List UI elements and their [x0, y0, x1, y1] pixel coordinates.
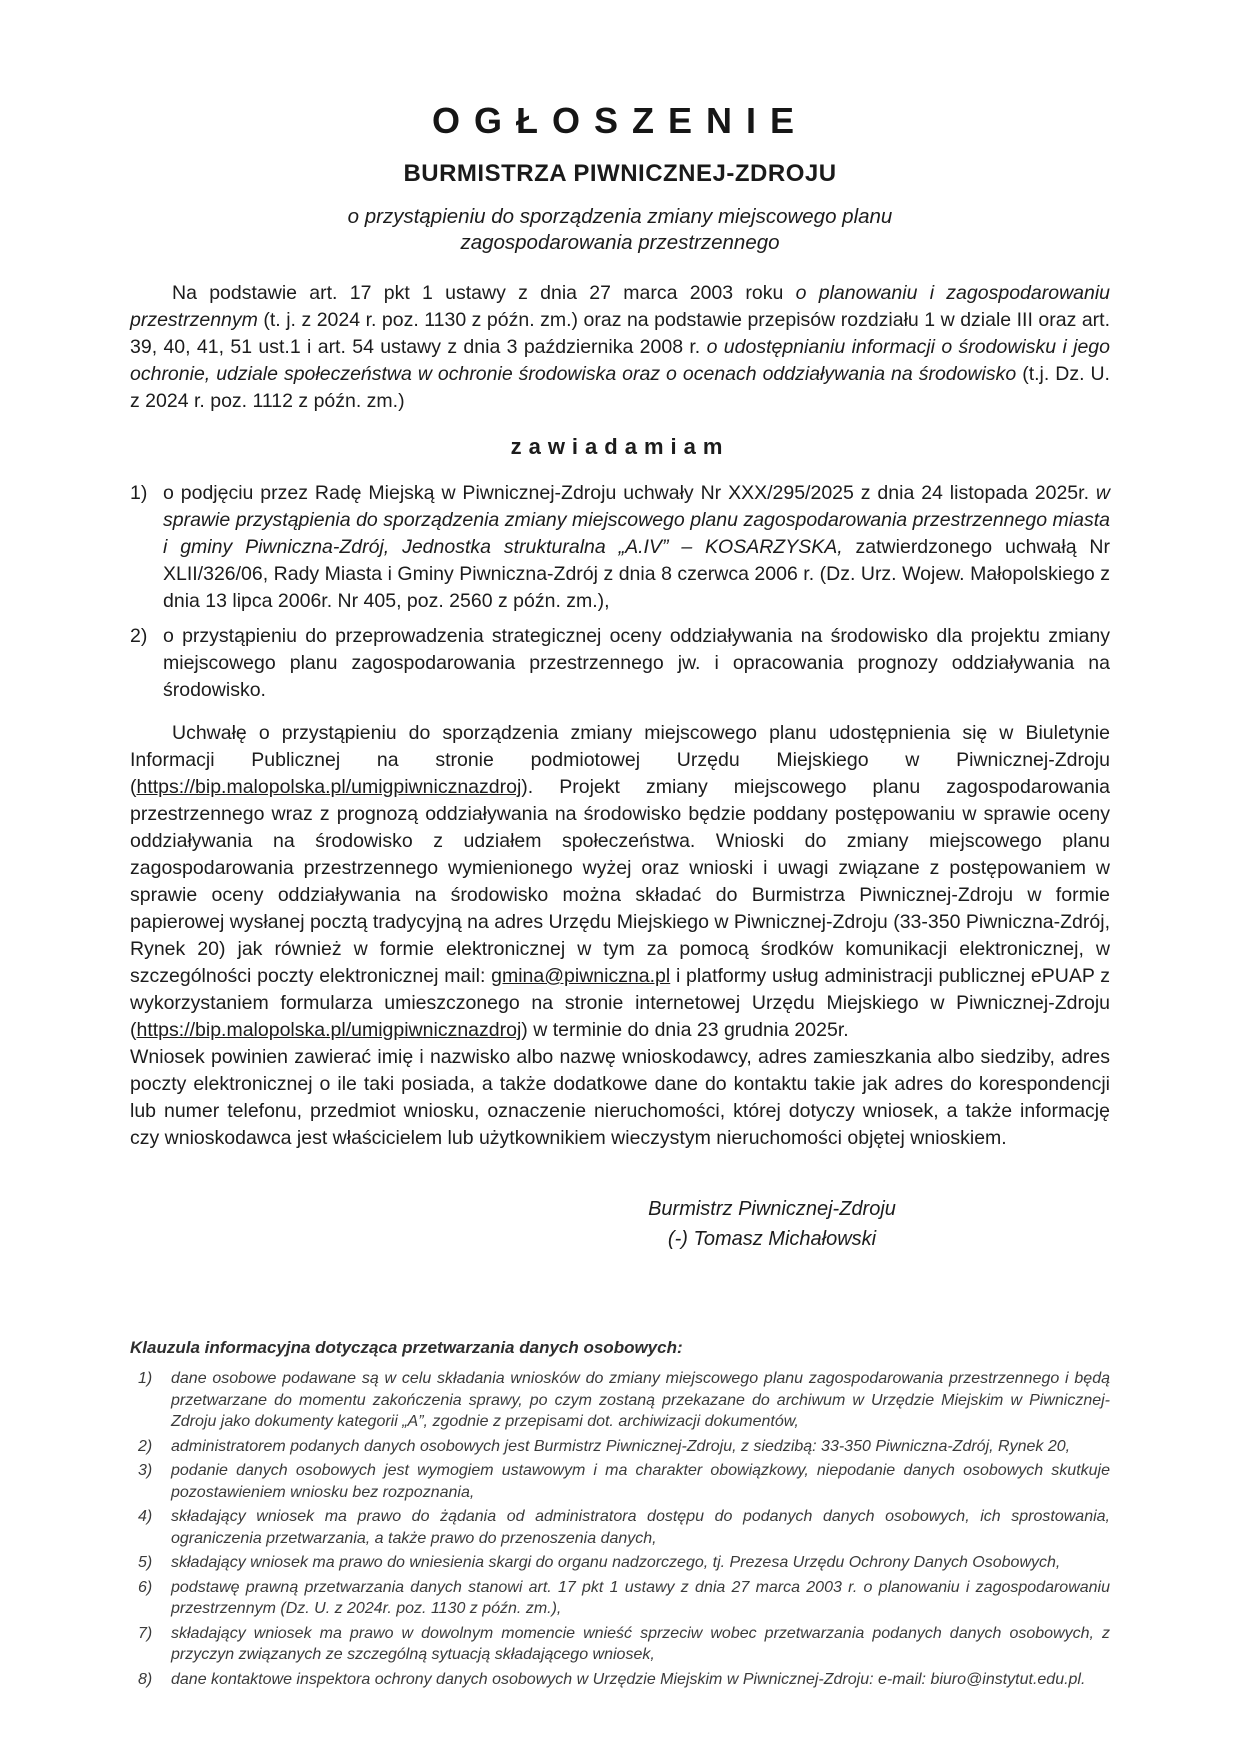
list-item-number: 7): [138, 1624, 153, 1642]
list-item-number: 1): [138, 1370, 153, 1387]
list-item-number: 2): [130, 625, 148, 647]
list-item-number: 5): [138, 1554, 153, 1571]
legal-basis-text: (t.j. Dz. U. z 2024 r. poz. 1112 z późn. zm.): [130, 363, 1110, 412]
list-item-text: składający wniosek ma prawo do żądania od administratora dostępu do podanych danych osobowych, ich sprostowania, ograniczenia przetwarzania, a także prawo do przenoszenia danych,: [171, 1508, 1110, 1547]
subject-line-2: zagospodarowania przestrzennego: [460, 231, 780, 254]
list-item: [130, 623, 1110, 704]
list-item-text: podanie danych osobowych jest wymogiem ustawowym i ma charakter obowiązkowy, niepodanie danych osobowych skutkuje pozostawieniem wniosku bez rozpoznania,: [171, 1462, 1110, 1501]
privacy-clause: [130, 1338, 1110, 1690]
list-item-number: 8): [138, 1670, 153, 1688]
privacy-list: [130, 1368, 1110, 1690]
privacy-heading: Klauzula informacyjna dotycząca przetwarzania danych osobowych:: [130, 1338, 683, 1357]
list-item: [130, 1436, 1110, 1458]
list-item-number: 6): [138, 1578, 153, 1596]
bip-link[interactable]: https://bip.malopolska.pl/umigpiwnicznazdroj: [136, 1019, 522, 1041]
list-item-text: zatwierdzonego uchwałą Nr XLII/326/06, Rady Miasta i Gminy Piwniczna-Zdrój z dnia 8 czerwca 2006 r. (Dz. Urz. Wojew. Małopolskiego z dnia 13 lipca 2006r. Nr 405, poz. 2560 z późn. zm.),: [163, 536, 1110, 612]
submission-text: i platformy usług administracji publicznej ePUAP z wykorzystaniem formularza umieszczonego na stronie internetowej Urzędu Miejskiego w Piwnicznej-Zdroju (: [130, 965, 1110, 1041]
notice-list: [130, 480, 1110, 704]
cited-resolution-title: w sprawie przystąpienia do sporządzenia zmiany miejscowego planu zagospodarowania przestrzennego miasta i gminy Piwniczna-Zdrój, Jednostka strukturalna „A.IV” – KOSARZYSKA,: [163, 482, 1110, 558]
list-item-text: o przystąpieniu do przeprowadzenia strategicznej oceny oddziaływania na środowisko dla projektu zmiany miejscowego planu zagospodarowania przestrzennego jw. i opracowania prognozy oddziaływania na środowisko.: [163, 625, 1110, 701]
document-subject: [130, 204, 1110, 256]
list-item-number: 2): [138, 1437, 153, 1455]
legal-basis-paragraph: [130, 280, 1110, 415]
list-item: [130, 1460, 1110, 1503]
signature-name: (-) Tomasz Michałowski: [667, 1228, 877, 1250]
list-item-number: 1): [130, 482, 148, 504]
announce-heading: zawiadamiam: [510, 434, 730, 459]
submission-text: ). Projekt zmiany miejscowego planu zagospodarowania przestrzennego wraz z prognozą oddziaływania na środowisko będzie poddany postępowaniu w sprawie oceny oddziaływania na środowisko z udziałem społeczeństwa. Wnioski do zmiany miejscowego planu zagospodarowania przestrzennego wymienionego wyżej oraz wnioski i uwagi związane z postępowaniem w sprawie oceny oddziaływania na środowisko można składać do Burmistrza Piwnicznej-Zdroju w formie papierowej wysłanej pocztą tradycyjną na adres Urzędu Miejskiego w Piwnicznej-Zdroju (33-350 Piwniczna-Zdrój, Rynek 20) jak również w formie elektronicznej w tym za pomocą środków komunikacji elektronicznej, w szczególności poczty elektronicznej mail:: [130, 776, 1110, 987]
signature-block: [582, 1194, 962, 1254]
list-item-text: dane kontaktowe inspektora ochrony danych osobowych w Urzędzie Miejskim w Piwnicznej-Zdroju: e-mail: biuro@instytut.edu.pl.: [171, 1670, 1086, 1688]
list-item-number: 3): [138, 1462, 153, 1479]
list-item-text: o podjęciu przez Radę Miejską w Piwnicznej-Zdroju uchwały Nr XXX/295/2025 z dnia 24 listopada 2025r.: [163, 482, 1096, 504]
list-item: [130, 1552, 1110, 1574]
submission-text: Uchwałę o przystąpieniu do sporządzenia zmiany miejscowego planu udostępnienia się w Biuletynie Informacji Publicznej na stronie podmiotowej Urzędu Miejskiego w Piwnicznej-Zdroju (: [130, 722, 1110, 798]
cited-act-title: o planowaniu i zagospodarowaniu przestrzennym: [130, 282, 1111, 331]
list-item-text: składający wniosek ma prawo do wniesienia skargi do organu nadzorczego, tj. Prezesa Urzędu Ochrony Danych Osobowych,: [171, 1554, 1061, 1571]
list-item: [130, 1577, 1110, 1620]
legal-basis-text: (t. j. z 2024 r. poz. 1130 z późn. zm.) oraz na podstawie przepisów rozdziału 1 w dziale III oraz art. 39, 40, 41, 51 ust.1 i art. 54 ustawy z dnia 3 października 2008 r.: [130, 309, 1110, 358]
submission-paragraph: [130, 720, 1110, 1044]
list-item: [130, 1669, 1110, 1691]
email-link[interactable]: gmina@piwniczna.pl: [491, 965, 671, 987]
list-item: [130, 480, 1110, 615]
page-title: OGŁOSZENIE: [431, 100, 809, 141]
list-item: [130, 1368, 1110, 1433]
application-requirements-paragraph: Wniosek powinien zawierać imię i nazwisko albo nazwę wnioskodawcy, adres zamieszkania albo siedziby, adres poczty elektronicznej o ile taki posiada, a także dodatkowe dane do kontaktu takie jak adres do korespondencji lub numer telefonu, przedmiot wniosku, oznaczenie nieruchomości, której dotyczy wniosek, a także informację czy wnioskodawca jest właścicielem lub użytkownikiem wieczystym nieruchomości objętej wnioskiem.: [130, 1046, 1110, 1149]
authority-title: BURMISTRZA PIWNICZNEJ-ZDROJU: [403, 160, 837, 187]
legal-basis-text: Na podstawie art. 17 pkt 1 ustawy z dnia 27 marca 2003 roku: [172, 282, 796, 304]
list-item-text: dane osobowe podawane są w celu składania wniosków do zmiany miejscowego planu zagospodarowania przestrzennego i będą przetwarzane do momentu zakończenia sprawy, po czym zostaną przekazane do archiwum w Urzędzie Miejskim w Piwnicznej-Zdroju jako dokumenty kategorii „A”, zgodnie z przepisami dot. archiwizacji dokumentów,: [171, 1370, 1110, 1430]
document-header: [130, 100, 1110, 256]
bip-link[interactable]: https://bip.malopolska.pl/umigpiwnicznazdroj: [136, 776, 522, 798]
list-item-text: składający wniosek ma prawo w dowolnym momencie wnieść sprzeciw wobec przetwarzania podanych danych osobowych, z przyczyn związanych ze szczególną sytuacją składającego wniosek,: [171, 1624, 1110, 1663]
signature-role: Burmistrz Piwnicznej-Zdroju: [648, 1198, 896, 1220]
list-item: [130, 1623, 1110, 1666]
list-item-text: podstawę prawną przetwarzania danych stanowi art. 17 pkt 1 ustawy z dnia 27 marca 2003 r. o planowaniu i zagospodarowaniu przestrzennym (Dz. U. z 2024r. poz. 1130 z późn. zm.),: [171, 1578, 1110, 1617]
submission-text: ) w terminie do dnia 23 grudnia 2025r.: [521, 1019, 849, 1041]
list-item-number: 4): [138, 1508, 153, 1525]
subject-line-1: o przystąpieniu do sporządzenia zmiany miejscowego planu: [347, 205, 893, 228]
cited-act-title: o udostępnianiu informacji o środowisku i jego ochronie, udziale społeczeństwa w ochronie środowiska oraz o ocenach oddziaływania na środowisko: [130, 336, 1110, 385]
list-item-text: administratorem podanych danych osobowych jest Burmistrz Piwnicznej-Zdroju, z siedzibą: 33-350 Piwniczna-Zdrój, Rynek 20,: [171, 1437, 1071, 1455]
list-item: [130, 1506, 1110, 1549]
